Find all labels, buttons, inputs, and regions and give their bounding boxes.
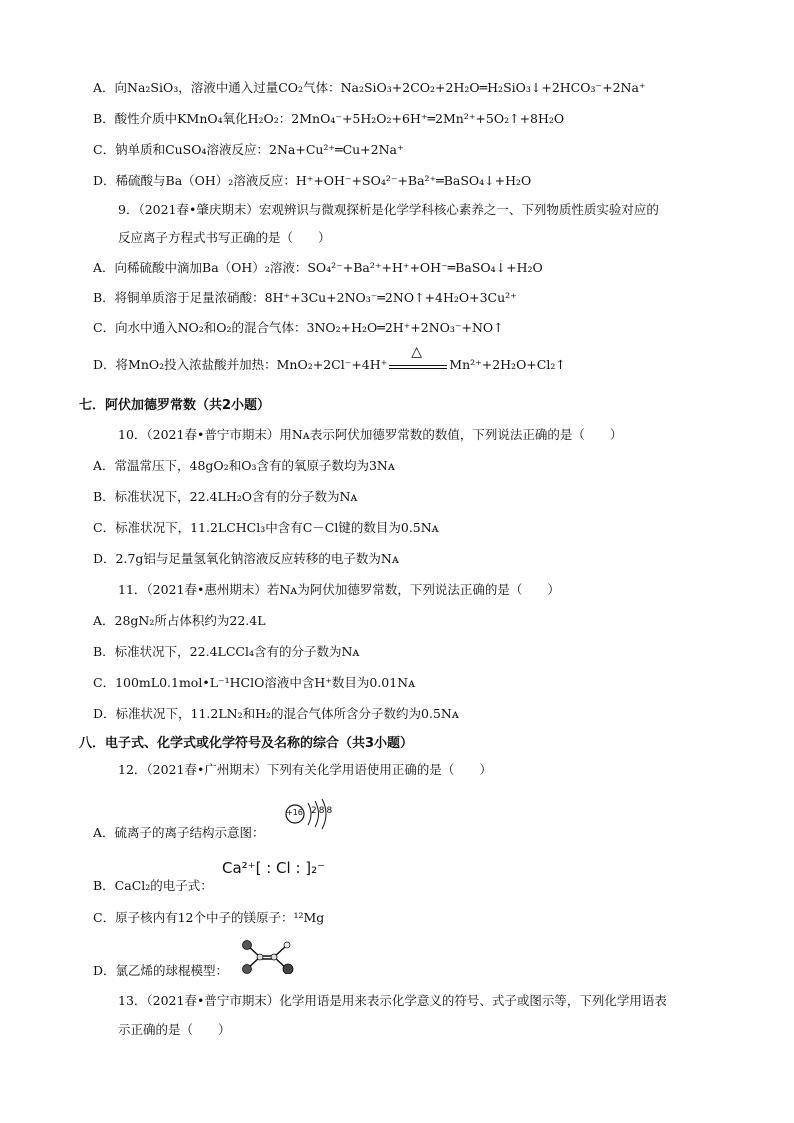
q11-option-b: B．标准状况下，22.4LCCl₄含有的分子数为Nᴀ: [93, 644, 360, 659]
q11-option-c: C．100mL0.1mol•L⁻¹HClO溶液中含H⁺数目为0.01Nᴀ: [93, 675, 416, 690]
nucleus-charge: +16: [286, 808, 303, 817]
q10-option-b: B．标准状况下，22.4LH₂O含有的分子数为Nᴀ: [93, 489, 358, 504]
section-7-heading: 七．阿伏加德罗常数（共2小题）: [79, 398, 271, 413]
mg-isotope-symbol: ¹²Mg: [293, 910, 325, 925]
q11-stem: 11．（2021春•惠州期末）若Nᴀ为阿伏加德罗常数，下列说法正确的是（ ）: [118, 582, 560, 597]
q8-option-c: C．钠单质和CuSO₄溶液反应：2Na+Cu²⁺═Cu+2Na⁺: [93, 142, 404, 157]
q8-option-d: D．稀硫酸与Ba（OH）₂溶液反应：H⁺+OH⁻+SO₄²⁻+Ba²⁺═BaSO₄↓+H₂O: [93, 173, 532, 188]
q9-stem-line2: 反应离子方程式书写正确的是（ ）: [118, 230, 331, 245]
q12-stem: 12．（2021春•广州期末）下列有关化学用语使用正确的是（ ）: [118, 762, 492, 777]
ball-stick-svg: [240, 940, 296, 974]
q9-option-d: [93, 343, 566, 374]
q12-option-a: A．硫离子的离子结构示意图：: [93, 825, 265, 840]
q9-stem-line1: 9．（2021春•肇庆期末）宏观辨识与微观探析是化学学科核心素养之一、下列物质性质实验对应的: [118, 202, 659, 217]
heating-condition: △: [411, 343, 423, 360]
q12-option-b: B．CaCl₂的电子式：: [93, 878, 213, 893]
q10-option-a: A．常温常压下，48gO₂和O₃含有的氧原子数均为3Nᴀ: [93, 458, 395, 473]
double-line-sign: [389, 365, 447, 369]
cacl2-electron-formula: Ca²⁺[ : Cl : ]₂⁻: [222, 859, 326, 877]
q12-option-c: [93, 910, 324, 926]
q8-option-b: B．酸性介质中KMnO₄氧化H₂O₂：2MnO₄⁻+5H₂O₂+6H⁺═2Mn²⁺+5O₂↑+8H₂O: [93, 111, 565, 126]
q13-stem-line2: 示正确的是（ ）: [118, 1022, 231, 1037]
q9-option-a: A．向稀硫酸中滴加Ba（OH）₂溶液：SO₄²⁻+Ba²⁺+H⁺+OH⁻═BaSO₄↓+H₂O: [93, 260, 543, 275]
q9-option-b: B．将铜单质溶于足量浓硝酸：8H⁺+3Cu+2NO₃⁻═2NO↑+4H₂O+3Cu²⁺: [93, 290, 517, 305]
q10-option-d: D．2.7g铝与足量氢氧化钠溶液反应转移的电子数为Nᴀ: [93, 551, 399, 566]
q10-option-c: C．标准状况下，11.2LCHCl₃中含有C－Cl键的数目为0.5Nᴀ: [93, 520, 439, 535]
sulfur-ion-structure-diagram: [284, 798, 340, 832]
q9-option-d-reactants: D．将MnO₂投入浓盐酸并加热：MnO₂+2Cl⁻+4H⁺: [93, 357, 388, 372]
vinyl-chloride-ball-stick-model: [240, 940, 296, 974]
electron-shell-counts: 288: [311, 806, 335, 816]
heating-arrow: [387, 343, 449, 374]
q12-option-d: D．氯乙烯的球棍模型：: [93, 963, 229, 978]
q13-stem-line1: 13．（2021春•普宁市期末）化学用语是用来表示化学意义的符号、式子或图示等，下列化学用语表: [118, 993, 667, 1008]
q11-option-a: A．28gN₂所占体积约为22.4L: [93, 613, 266, 628]
q11-option-d: D．标准状况下，11.2LN₂和H₂的混合气体所含分子数约为0.5Nᴀ: [93, 706, 459, 721]
q9-option-d-products: Mn²⁺+2H₂O+Cl₂↑: [449, 357, 566, 372]
q8-option-a: A．向Na₂SiO₃，溶液中通入过量CO₂气体：Na₂SiO₃+2CO₂+2H₂O═H₂SiO₃↓+2HCO₃⁻+2Na⁺: [93, 80, 646, 95]
q12-option-c-text: C．原子核内有12个中子的镁原子：: [93, 910, 294, 925]
q10-stem: 10．（2021春•普宁市期末）用Nᴀ表示阿伏加德罗常数的数值，下列说法正确的是（ ）: [118, 427, 623, 442]
section-8-heading: 八．电子式、化学式或化学符号及名称的综合（共3小题）: [79, 736, 414, 751]
q9-option-c: C．向水中通入NO₂和O₂的混合气体：3NO₂+H₂O═2H⁺+2NO₃⁻+NO↑: [93, 320, 504, 335]
